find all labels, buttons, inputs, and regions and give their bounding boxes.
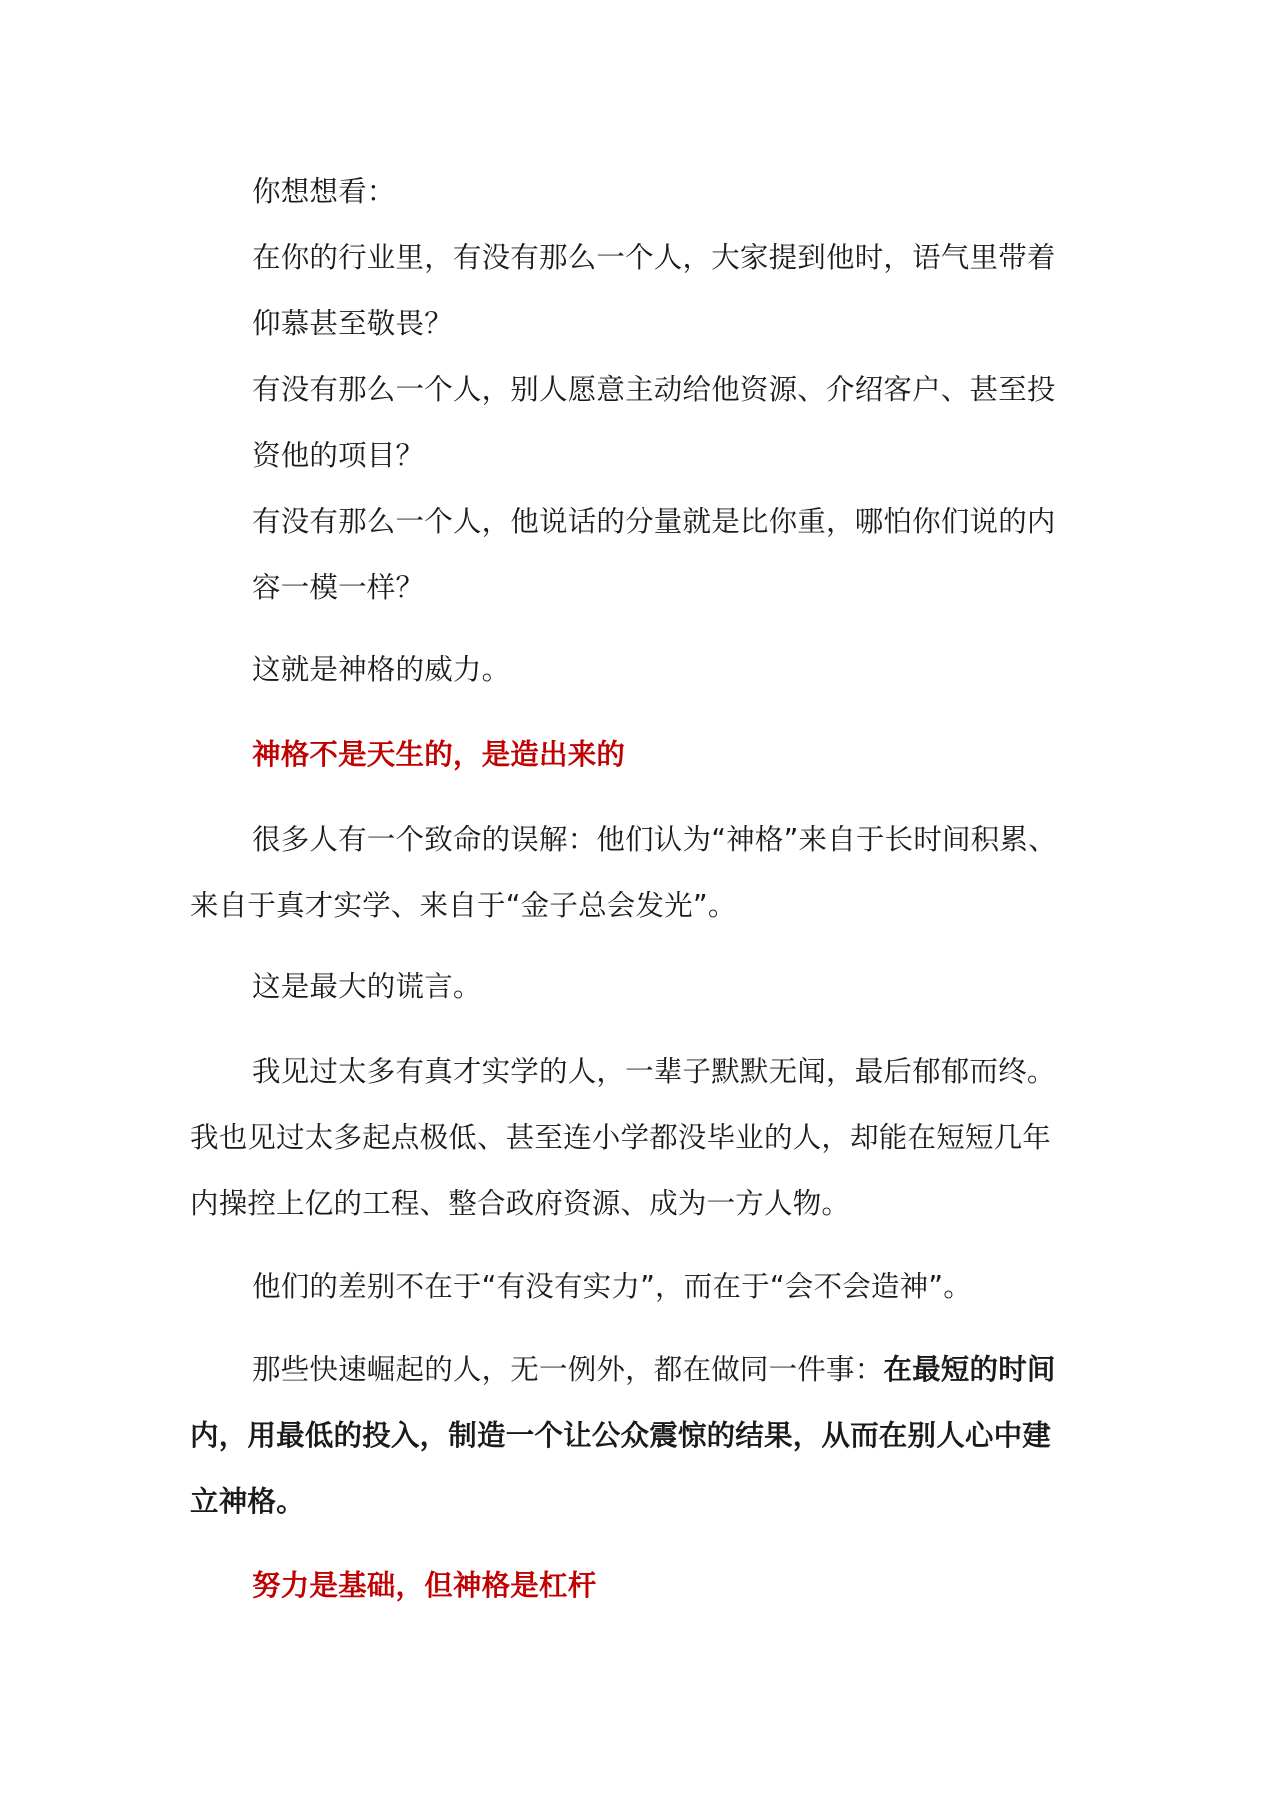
question-2-line-1: 有没有那么一个人，别人愿意主动给他资源、介绍客户、甚至投 xyxy=(252,373,1056,406)
question-1-line-2: 仰慕甚至敬畏？ xyxy=(252,307,453,340)
paragraph-3-line-2: 我也见过太多起点极低、甚至连小学都没毕业的人，却能在短短几年 xyxy=(190,1121,1052,1154)
section-heading-2: 努力是基础，但神格是杠杆 xyxy=(252,1569,597,1602)
question-3-line-2: 容一模一样？ xyxy=(252,571,425,604)
paragraph-2-line: 这是最大的谎言。 xyxy=(252,970,482,1003)
paragraph-3-line-3: 内操控上亿的工程、整合政府资源、成为一方人物。 xyxy=(190,1187,851,1220)
paragraph-1-line-2: 来自于真才实学、来自于“金子总会发光”。 xyxy=(190,889,737,922)
paragraph-3-line-1: 我见过太多有真才实学的人，一辈子默默无闻，最后郁郁而终。 xyxy=(252,1055,1056,1088)
conclusion-line: 这就是神格的威力。 xyxy=(252,653,511,686)
paragraph-1-line-1: 很多人有一个致命的误解：他们认为“神格”来自于长时间积累、 xyxy=(252,823,1057,856)
paragraph-5-line-3: 立神格。 xyxy=(190,1485,305,1518)
paragraph-5-line-1 xyxy=(252,1350,1056,1390)
paragraph-5-line-2: 内，用最低的投入，制造一个让公众震惊的结果，从而在别人心中建 xyxy=(190,1419,1052,1452)
question-3-line-1: 有没有那么一个人，他说话的分量就是比你重，哪怕你们说的内 xyxy=(252,505,1056,538)
intro-line: 你想想看： xyxy=(252,175,396,208)
paragraph-5-bold-text: 在最短的时间 xyxy=(883,1353,1056,1386)
section-heading-1: 神格不是天生的，是造出来的 xyxy=(252,738,626,771)
question-2-line-2: 资他的项目？ xyxy=(252,439,425,472)
paragraph-5-normal-text: 那些快速崛起的人，无一例外，都在做同一件事： xyxy=(252,1353,884,1386)
paragraph-4-line: 他们的差别不在于“有没有实力”，而在于“会不会造神”。 xyxy=(252,1270,972,1303)
question-1-line-1: 在你的行业里，有没有那么一个人，大家提到他时，语气里带着 xyxy=(252,241,1056,274)
